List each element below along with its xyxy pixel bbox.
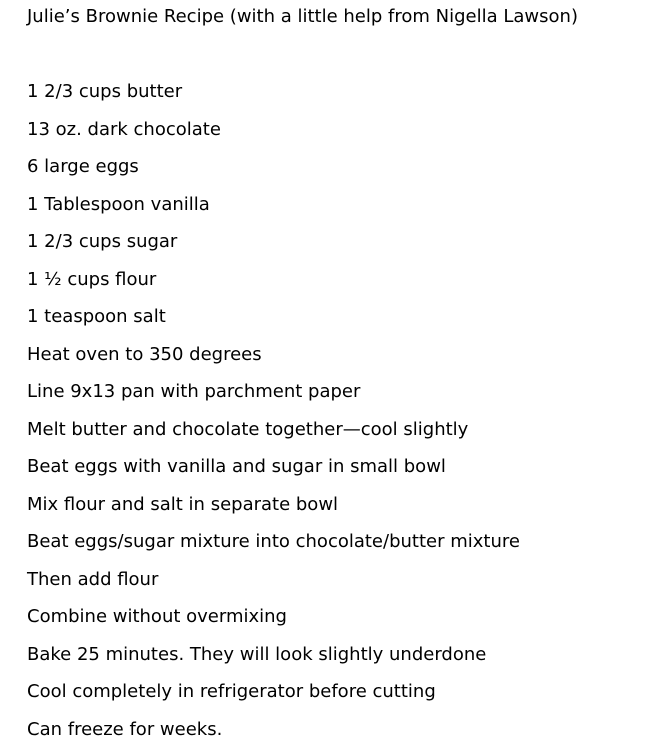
recipe-line: Cool completely in refrigerator before cutting [27,681,520,719]
recipe-line: Combine without overmixing [27,606,520,644]
recipe-title: Julie’s Brownie Recipe (with a little help from Nigella Lawson) [27,6,578,28]
recipe-line: Melt butter and chocolate together—cool slightly [27,419,520,457]
recipe-line: Mix flour and salt in separate bowl [27,494,520,532]
recipe-line: Heat oven to 350 degrees [27,344,520,382]
recipe-line: Line 9x13 pan with parchment paper [27,381,520,419]
recipe-lines [27,81,520,756]
recipe-line: 1 2/3 cups butter [27,81,520,119]
recipe-line: Bake 25 minutes. They will look slightly underdone [27,644,520,682]
recipe-line: 1 2/3 cups sugar [27,231,520,269]
recipe-line: Then add flour [27,569,520,607]
recipe-line: Can freeze for weeks. [27,719,520,756]
recipe-line: 1 ½ cups flour [27,269,520,307]
recipe-line: Beat eggs with vanilla and sugar in small bowl [27,456,520,494]
recipe-line: Beat eggs/sugar mixture into chocolate/butter mixture [27,531,520,569]
recipe-line: 6 large eggs [27,156,520,194]
recipe-line: 1 Tablespoon vanilla [27,194,520,232]
recipe-line: 13 oz. dark chocolate [27,119,520,157]
recipe-line: 1 teaspoon salt [27,306,520,344]
